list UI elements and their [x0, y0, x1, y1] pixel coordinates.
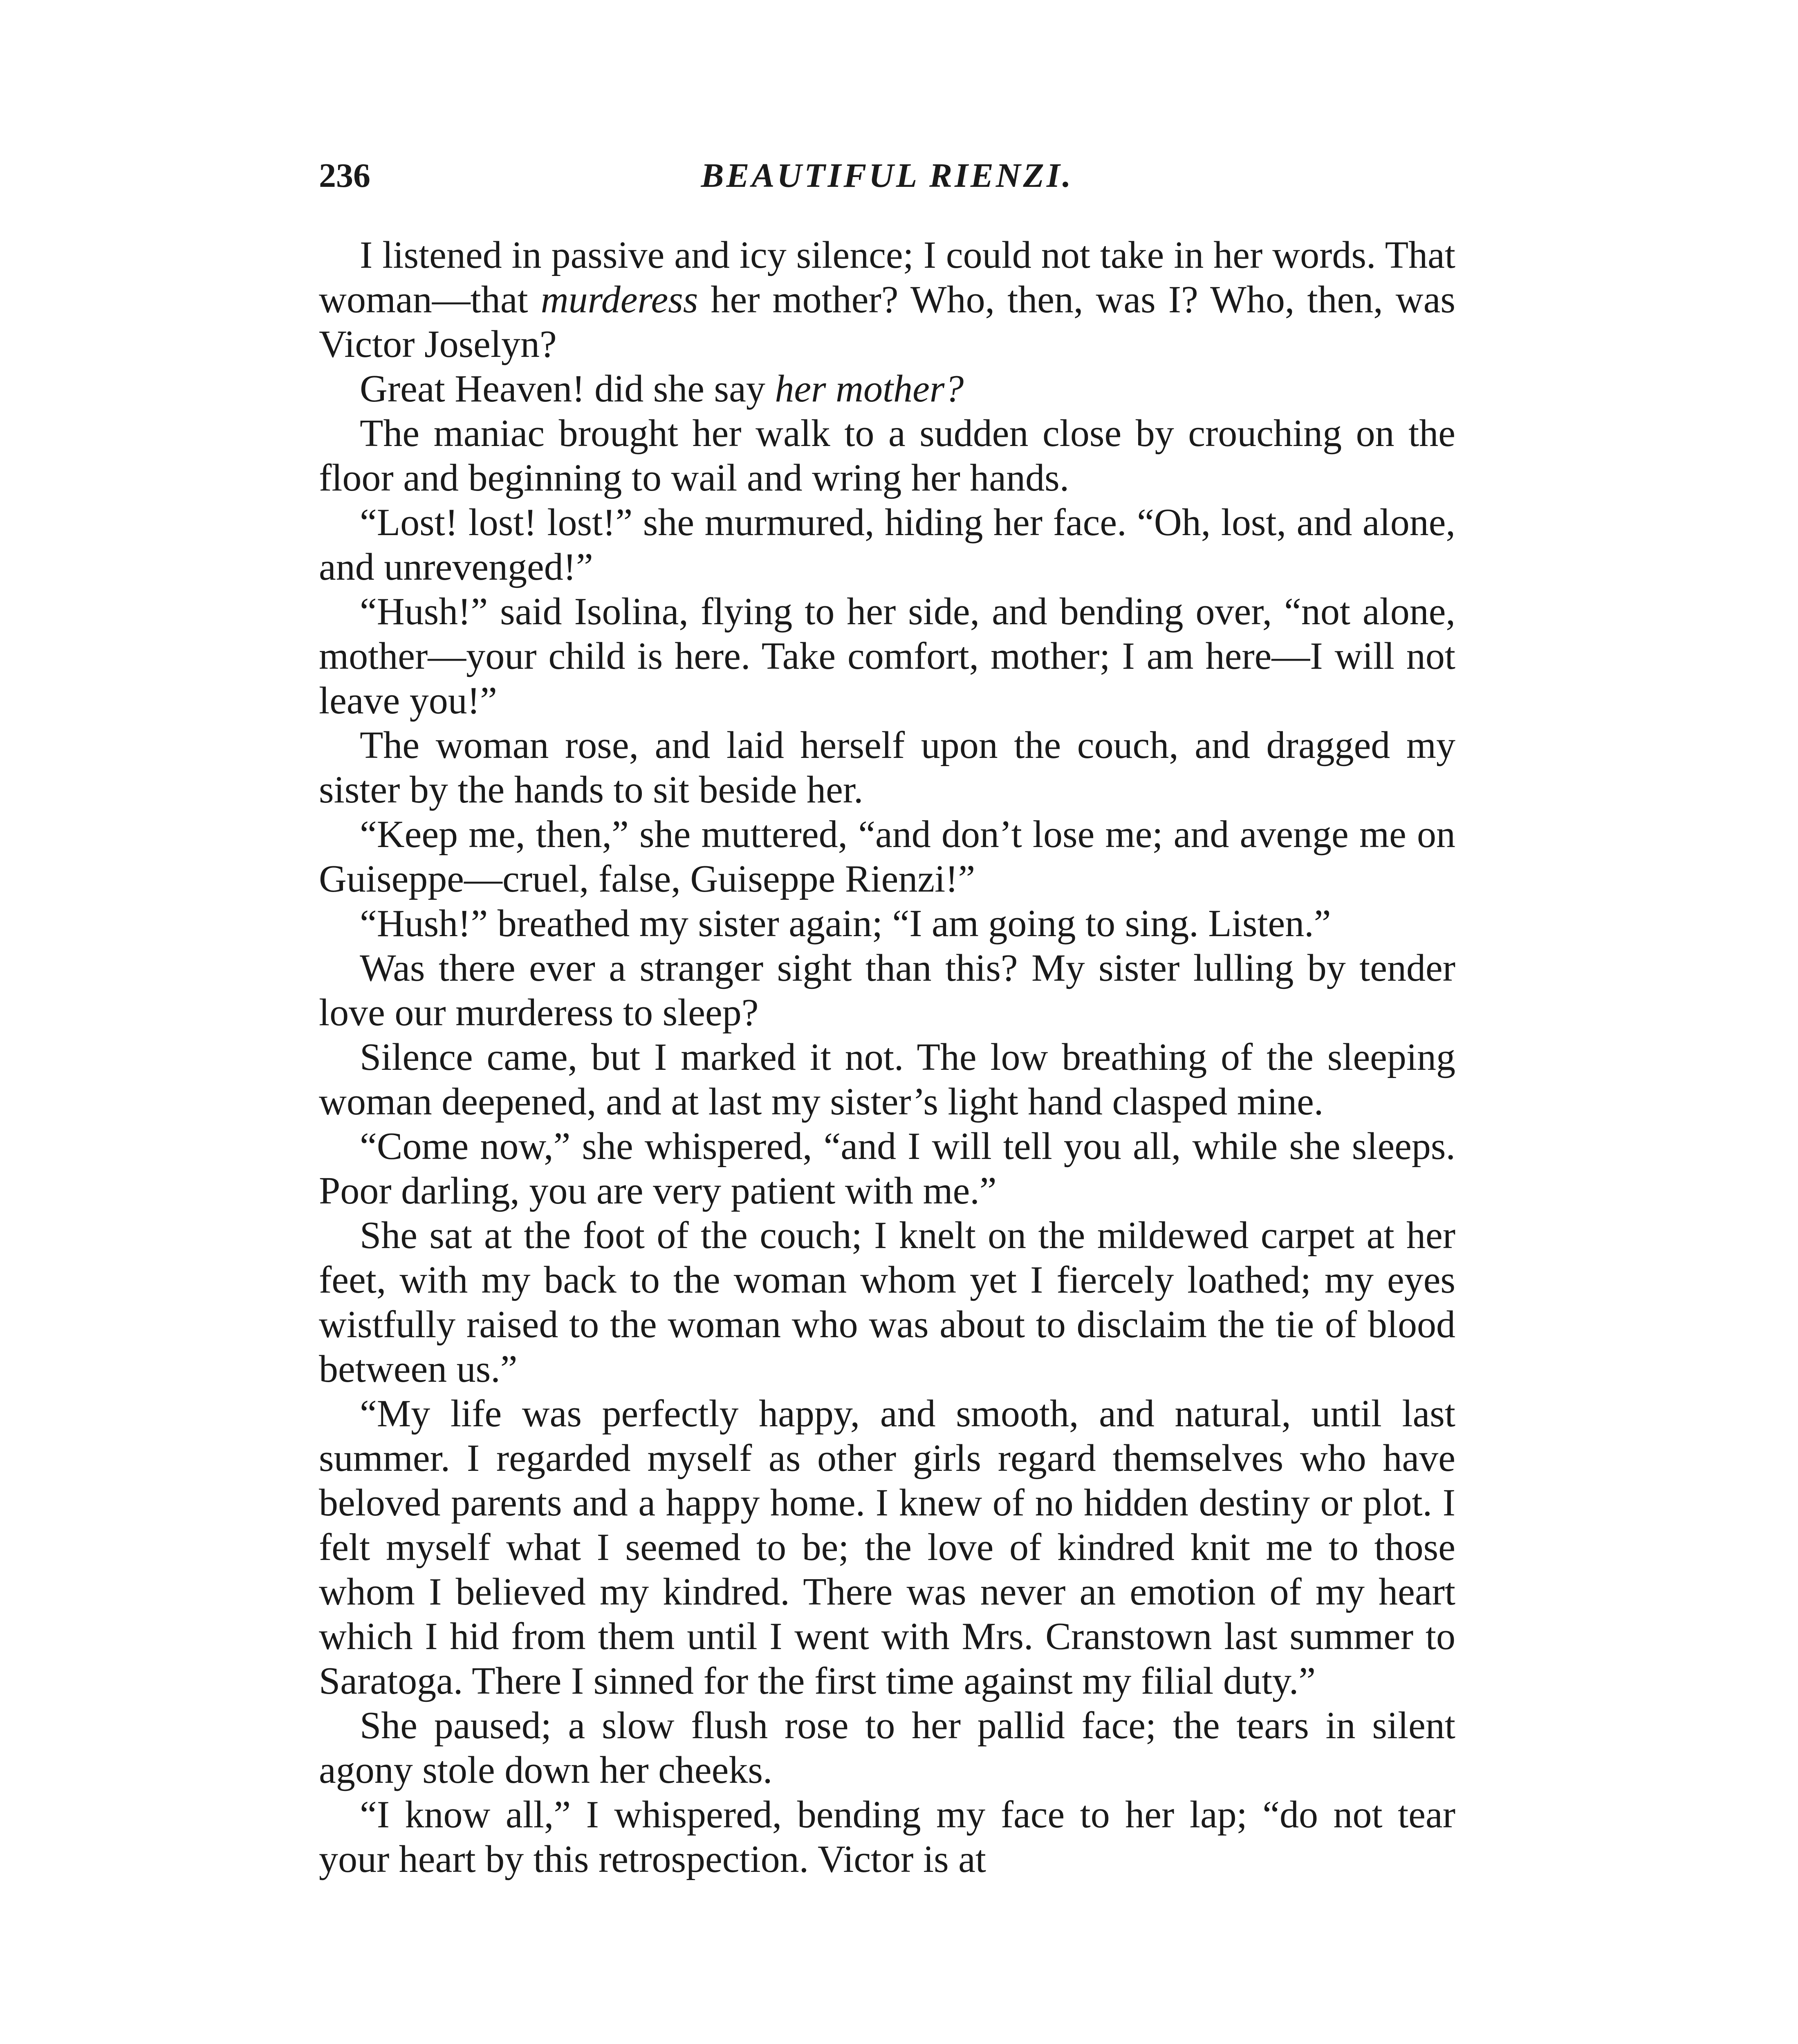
page-header — [319, 151, 1455, 200]
paragraph-3: The maniac brought her walk to a sudden close by crouching on the floor and beginning to wail and wring her hands. — [319, 412, 1455, 499]
paragraph-8: “Hush!” breathed my sister again; “I am going to sing. Listen.” — [360, 902, 1331, 945]
paragraph-9: Was there ever a stranger sight than this? My sister lulling by tender love our murderess to sleep? — [319, 947, 1455, 1034]
emphasis-her-mother: her mother? — [775, 368, 964, 410]
paragraph-7: “Keep me, then,” she muttered, “and don’t lose me; and avenge me on Guiseppe—cruel, false, Guiseppe Rienzi!” — [319, 813, 1455, 900]
paragraph-2: Great Heaven! did she say her mother? — [360, 368, 964, 410]
paragraph-11: “Come now,” she whispered, “and I will tell you all, while she sleeps. Poor darling, you are very patient with me.” — [319, 1125, 1455, 1212]
paragraph-15: “I know all,” I whispered, bending my face to her lap; “do not tear your heart by this retrospection. Victor is at — [319, 1793, 1455, 1880]
paragraph-14: She paused; a slow flush rose to her pallid face; the tears in silent agony stole down her cheeks. — [319, 1704, 1455, 1791]
paragraph-4: “Lost! lost! lost!” she murmured, hiding her face. “Oh, lost, and alone, and unrevenged!” — [319, 501, 1455, 588]
running-title: BEAUTIFUL RIENZI. — [701, 157, 1074, 195]
page-number: 236 — [319, 157, 370, 195]
emphasis-murderess: murderess — [540, 278, 698, 321]
paragraph-12: She sat at the foot of the couch; I knelt on the mildewed carpet at her feet, with my back to the woman whom yet I fiercely loathed; my eyes wistfully raised to the woman who was about to disclaim the tie of blood between us.” — [319, 1214, 1455, 1390]
paragraph-5: “Hush!” said Isolina, flying to her side, and bending over, “not alone, mother—your child is here. Take comfort, mother; I am here—I will not leave you!” — [319, 590, 1455, 722]
paragraph-10: Silence came, but I marked it not. The low breathing of the sleeping woman deepened, and at last my sister’s light hand clasped mine. — [319, 1036, 1455, 1123]
paragraph-6: The woman rose, and laid herself upon the couch, and dragged my sister by the hands to sit beside her. — [319, 724, 1455, 811]
paragraph-13: “My life was perfectly happy, and smooth, and natural, until last summer. I regarded myself as other girls regard themselves who have beloved parents and a happy home. I knew of no hidden destiny or plot. I felt myself what I seemed to be; the love of kindred knit me to those whom I believed my kindred. There was never an emotion of my heart which I hid from them until I went with Mrs. Cranstown last summer to Saratoga. There I sinned for the first time against my filial duty.” — [319, 1392, 1455, 1702]
paragraph-1: I listened in passive and icy silence; I could not take in her words. That woman—that murderess her mother? Who, then, was I? Who, then, was Victor Joselyn? — [319, 234, 1455, 365]
body-text — [319, 233, 1455, 1882]
